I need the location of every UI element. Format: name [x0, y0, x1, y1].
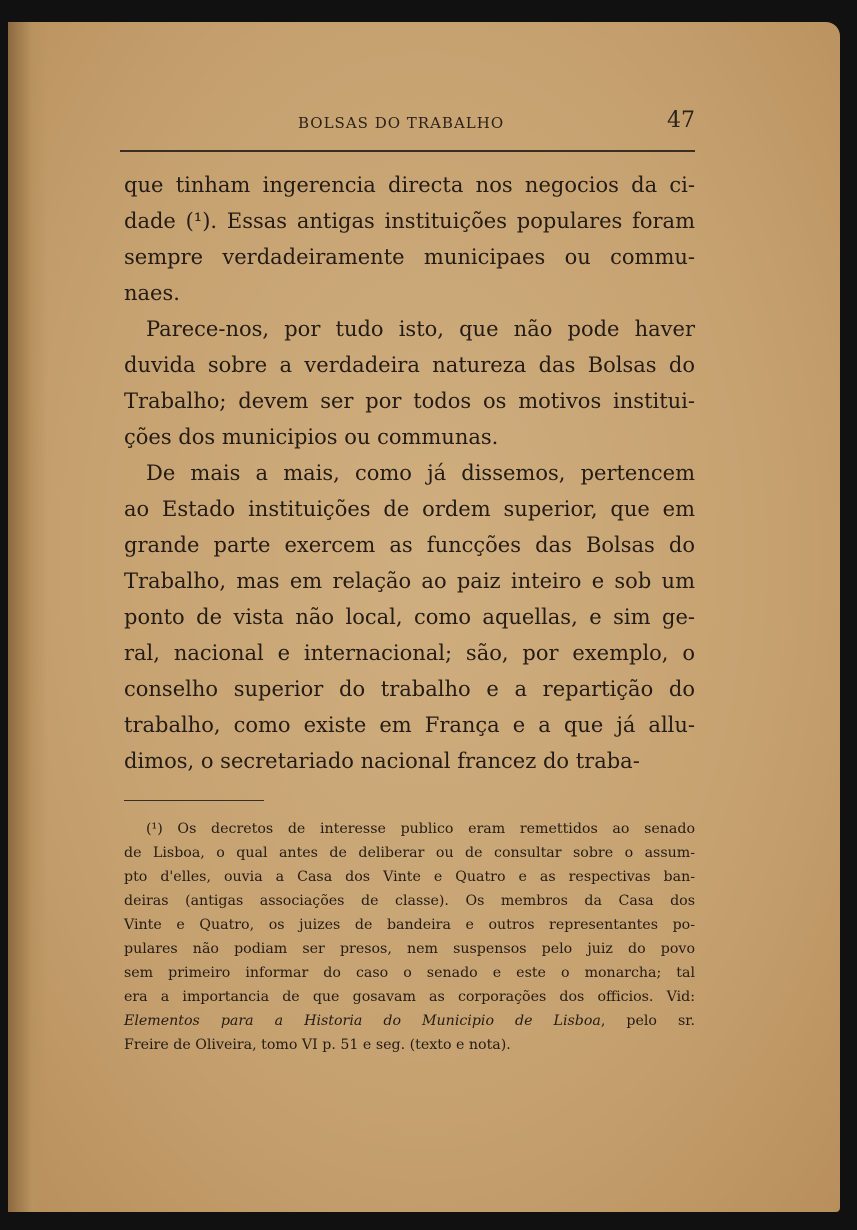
page-number: 47 [667, 108, 695, 133]
header-rule [120, 150, 695, 152]
footnote-line: de Lisboa, o qual antes de deliberar ou de consultar sobre o assum- [124, 845, 695, 861]
text-line: conselho superior do trabalho e a repartição do [124, 677, 695, 701]
running-title: BOLSAS DO TRABALHO [298, 114, 505, 132]
text-line: De mais a mais, como já dissemos, pertencem [146, 461, 695, 485]
footnote-line: pulares não podiam ser presos, nem suspensos pelo juiz do povo [124, 941, 695, 957]
footnote-citation-line [124, 1012, 695, 1030]
footnote-line: deiras (antigas associações de classe). Os membros da Casa dos [124, 893, 695, 909]
text-line: ral, nacional e internacional; são, por exemplo, o [124, 641, 695, 665]
text-line: que tinham ingerencia directa nos negocios da ci- [124, 173, 695, 197]
citation-rest: , pelo sr. [600, 1013, 695, 1029]
citation-title: Elementos para a Historia do Municipio de Lisboa [124, 1013, 601, 1029]
text-line: Trabalho, mas em relação ao paiz inteiro e sob um [124, 569, 695, 593]
text-line: Trabalho; devem ser por todos os motivos institui- [124, 389, 695, 413]
footnote-line: Vinte e Quatro, os juizes de bandeira e outros representantes po- [124, 917, 695, 933]
text-line: sempre verdadeiramente municipaes ou commu- [124, 245, 695, 269]
footnote-line: Freire de Oliveira, tomo VI p. 51 e seg. (texto e nota). [124, 1037, 511, 1053]
page-header [120, 108, 695, 138]
footnote-line: pto d'elles, ouvia a Casa dos Vinte e Quatro e as respectivas ban- [124, 869, 695, 885]
text-line: Parece-nos, por tudo isto, que não pode haver [146, 317, 695, 341]
text-line: naes. [124, 281, 180, 305]
page-edge [8, 22, 48, 1212]
text-line: dimos, o secretariado nacional francez do traba- [124, 749, 640, 773]
footnote-rule [124, 800, 264, 801]
text-line: duvida sobre a verdadeira natureza das Bolsas do [124, 353, 695, 377]
text-line: dade (¹). Essas antigas instituições populares foram [124, 209, 695, 233]
text-line: grande parte exercem as funcções das Bolsas do [124, 533, 695, 557]
text-line: trabalho, como existe em França e a que já allu- [124, 713, 695, 737]
footnote-line: era a importancia de que gosavam as corporações dos officios. Vid: [124, 989, 695, 1005]
text-line: ao Estado instituições de ordem superior, que em [124, 497, 695, 521]
text-line: ponto de vista não local, como aquellas, e sim ge- [124, 605, 695, 629]
footnote-line: sem primeiro informar do caso o senado e este o monarcha; tal [124, 965, 695, 981]
text-line: ções dos municipios ou communas. [124, 425, 499, 449]
footnote-line: (¹) Os decretos de interesse publico eram remettidos ao senado [146, 821, 695, 837]
